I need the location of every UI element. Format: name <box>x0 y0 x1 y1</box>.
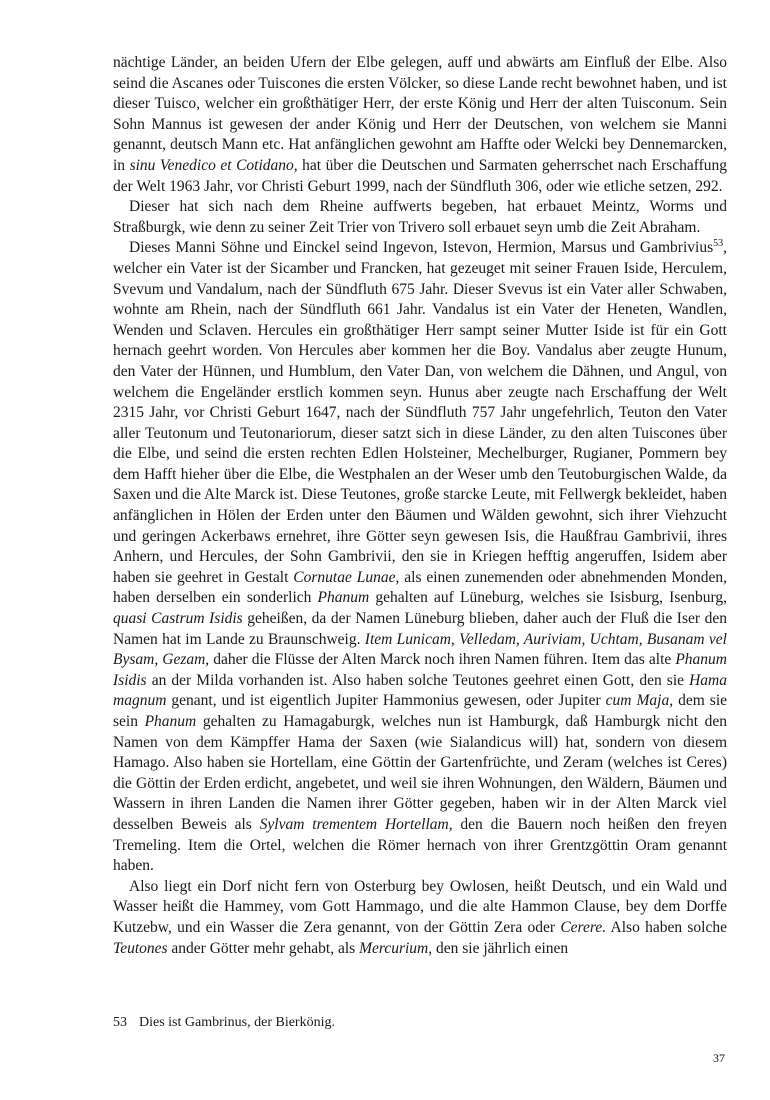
italic-text: Phanum <box>317 589 370 607</box>
text-run: Dieses Manni Söhne und Einckel seind Ingevon, Istevon, Hermion, Marsus und Gambrivius <box>129 239 714 257</box>
text-run: den die Bauern noch heißen den freyen Tremeling. Item die Ortel, welchen die Römer hernach von ihrer Grentzgöttin Oram genannt haben. <box>113 815 728 875</box>
italic-text: Cornutae Lunae, <box>293 568 400 586</box>
italic-text: Phanum Isidis <box>113 651 727 689</box>
text-run: hat über die Deutschen und Sarmaten geherrschet nach Erschaffung der Welt 1963 Jahr, vor Christi Geburt 1999, nach der Sündfluth 306, oder wie etliche setzen, 292. <box>113 156 728 195</box>
italic-text: Phanum <box>144 713 197 730</box>
italic-text: sinu Venedico et Cotidano, <box>129 156 298 174</box>
italic-text: Cerere. <box>560 918 607 936</box>
page-number: 37 <box>713 1051 725 1065</box>
footnote-number: 53 <box>113 1015 127 1030</box>
main-text-body <box>113 53 727 959</box>
paragraph <box>113 197 727 238</box>
text-run: an der Milda vorhanden ist. Also haben solche Teutones geehret einen Gott, den sie <box>146 671 690 689</box>
paragraph <box>113 238 727 876</box>
paragraph <box>113 53 727 197</box>
text-run: geheißen, da der Namen Lüneburg blieben, daher auch der Fluß die Iser den Namen hat im Lande zu Braunschweig. <box>113 610 727 648</box>
text-run: Also liegt ein Dorf nicht fern von Osterburg bey Owlosen, heißt Deutsch, und ein Wald und Wasser heißt die Hammey, vom Gott Hammago, und die alte Hammon Clause, bey dem Dorffe Kutzebw, und ein Wasser die Zera genannt, von der Göttin Zera oder <box>113 877 727 936</box>
italic-text: Teutones <box>113 939 168 957</box>
text-run: genant, und ist eigentlich Jupiter Hammonius gewesen, oder Jupiter <box>166 692 606 710</box>
paragraph <box>113 877 727 959</box>
footnote <box>113 1014 727 1032</box>
italic-text: Hama magnum <box>113 671 727 710</box>
text-run: dem sie sein <box>113 692 728 730</box>
text-run: den sie jährlich einen <box>432 939 569 957</box>
italic-text: quasi Castrum Isidis <box>113 610 243 628</box>
text-run: gehalten auf Lüneburg, welches sie Isisburg, Isenburg, <box>369 589 727 607</box>
text-run: ander Götter mehr gehabt, als <box>167 939 360 957</box>
italic-text: Item Lunicam, Velledam, Auriviam, Uchtam, Busanam vel Bysam, Gezam, <box>113 630 727 669</box>
italic-text: cum Maja, <box>605 692 674 710</box>
text-run: nächtige Länder, an beiden Ufern der Elbe gelegen, auff und abwärts am Einfluß der Elbe. Also seind die Ascanes oder Tuiscones die ersten Völcker, so diese Lande recht bewohnet haben, und ist dieser Tuisco, welcher ein großthätiger Herr, der erste König und Herr der alten Tuisconum. Sein Sohn Mannus ist gewesen der ander König und Herr der Deutschen, von welchem sie Manni genannt, deutsch Mann etc. Hat anfänglichen gewohnt am Haffte oder Welcki bey Dennemarcken, in <box>113 54 727 174</box>
text-run: daher die Flüsse der Alten Marck noch ihren Namen führen. Item das alte <box>209 651 676 669</box>
footnote-text: Dies ist Gambrinus, der Bierkönig. <box>139 1015 335 1030</box>
text-run: , welcher ein Vater ist der Sicamber und Francken, hat gezeuget mit seiner Frauen Iside, Herculem, Svevum und Vandalum, nach der Sündfluth 675 Jahr. Dieser Svevus ist ein Vater aller Schwaben, wohnte am Rhein, nach der Sündfluth 661 Jahr. Vandalus ist ein Vater der Heneten, Wandlen, Wenden und Sclaven. Hercules ein großthätiger Herr sampt seiner Mutter Iside ist für ein Gott hernach geehrt worden. Von Hercules aber kommen her die Boy. Vandalus aber zeugte Hunum, den Vater der Hünnen, und Humblum, den Vater Dan, von welchem die Dähnen, und Angul, von welchem die Engeländer erstlich kommen seyn. Hunus aber zeugte nach Erschaffung der Welt 2315 Jahr, vor Christi Geburt 1647, nach der Sündfluth 757 Jahr ungefehrlich, Teuton den Vater aller Teutonum und Teutonariorum, dieser satzt sich in diese Länder, zu den alten Tuiscones über die Elbe, und seind die ersten rechten Edlen Holsteiner, Mechelburger, Rugianer, Pommern bey dem Hafft hieher über die Elbe, die Westphalen an der Weser umb den Teutoburgischen Walde, da Saxen und die Alte Marck ist. Diese Teutones, große starcke Leute, mit Fellwergk bekleidet, haben anfänglichen in Hölen der Erden unter den Bäumen und Wälden gewohnt, sich ihrer Viehzucht und geringen Ackerbaws ernehret, ihre Götter seyn gewesen Isis, die Haußfrau Gambrivii, ihres Anhern, und Hercules, der Sohn Gambrivii, den sie in Kriegen hefftig angeruffen, Isidem aber haben sie geehret in Gestalt <box>113 239 727 586</box>
footnote-reference: 53 <box>713 238 724 250</box>
text-run: als einen zunemenden oder abnehmenden Monden, haben derselben ein sonderlich <box>113 568 727 607</box>
text-run: Dieser hat sich nach dem Rheine auffwerts begeben, hat erbauet Meintz, Worms und Straßburgk, wie denn zu seiner Zeit Trier von Trivero soll erbauet seyn umb die Zeit Abraham. <box>113 198 727 236</box>
italic-text: Mercurium, <box>359 939 433 957</box>
italic-text: Sylvam trementem Hortellam, <box>259 815 453 833</box>
text-run: gehalten zu Hamagaburgk, welches nun ist Hamburgk, daß Hamburgk nicht den Namen von dem Kämpffer Hama der Saxen (wie Sialandicus will) hat, sondern von diesem Hamago. Also haben sie Hortellam, eine Göttin der Gartenfrüchte, und Zeram (welches ist Ceres) die Göttin der Erden erdicht, angebetet, und weil sie ihren Wohnungen, den Wäldern, Bäumen und Wassern in ihren Landen die Namen ihrer Götter gegeben, haben wir in der Alten Marck viel desselben Beweis als <box>113 713 728 833</box>
text-run: Also haben solche <box>606 918 727 936</box>
